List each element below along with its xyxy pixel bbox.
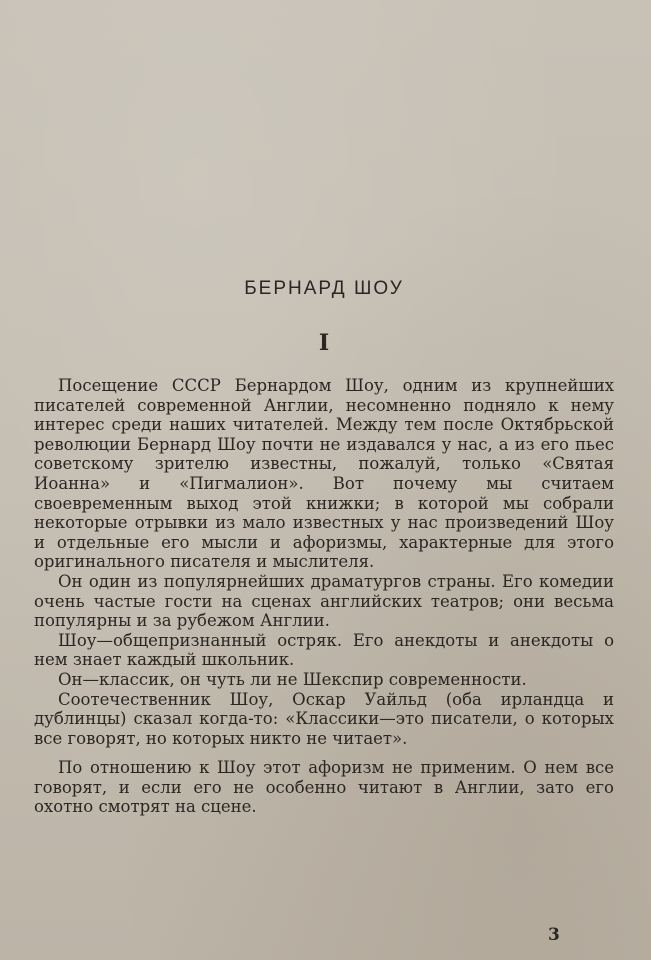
paragraph-2: Он один из популярнейших драматургов страны. Его комедии очень частые гости на сценах английских театров; они весьма популярны и за рубежом Англии. [34, 571, 614, 631]
paragraph-6: По отношению к Шоу этот афоризм не применим. О нем все говорят, и если его не особенно читают в Англии, зато его охотно смотрят на сцене. [34, 758, 614, 817]
paragraph-4: Он—классик, он чуть ли не Шекспир современности. [58, 669, 527, 689]
page-title: БЕРНАРД ШОУ [244, 278, 404, 299]
page-text [34, 278, 614, 817]
chapter-number: I [318, 330, 330, 356]
paragraph-1: Посещение СССР Бернардом Шоу, одним из крупнейших писателей современной Англии, несомненно подняло к нему интерес среди наших читателей. Между тем после Октябрьской революции Бернард Шоу почти не издавался у нас, а из его пьес советскому зрителю известны, пожалуй, только «Святая Иоанна» и «Пигмалион». Вот почему мы считаем своевременным выход этой книжки; в которой мы собрали некоторые отрывки из мало известных у нас произведений Шоу и отдельные его мысли и афоризмы, характерные для этого оригинального писателя и мыслителя. [34, 376, 614, 572]
page-number: 3 [548, 925, 560, 945]
paragraph-5: Соотечественник Шоу, Оскар Уайльд (оба ирландца и дублинцы) сказал когда-то: «Классики—это писатели, о которых все говорят, но которых никто не читает». [34, 689, 614, 748]
paragraph-3: Шоу—общепризнанный остряк. Его анекдоты и анекдоты о нем знает каждый школьник. [34, 630, 614, 670]
